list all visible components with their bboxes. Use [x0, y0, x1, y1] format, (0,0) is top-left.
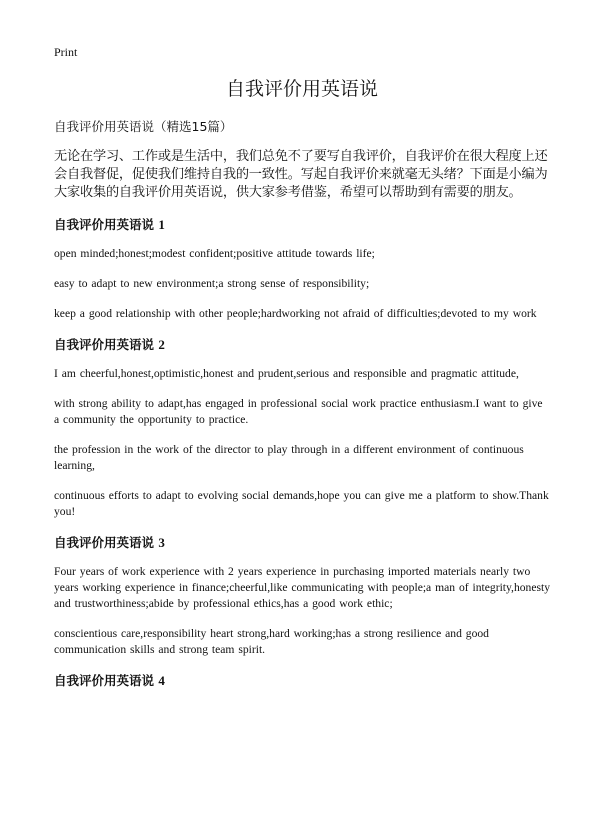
- intro-paragraph: 无论在学习、工作或是生活中，我们总免不了要写自我评价，自我评价在很大程度上还会自我督促，促使我们维持自我的一致性。写起自我评价来就毫无头绪？下面是小编为大家收集的自我评价用英语说，供大家参考借鉴，希望可以帮助到有需要的朋友。: [54, 149, 548, 200]
- section-paragraph: continuous efforts to adapt to evolving social demands,hope you can give me a platform to show.Thank you!: [54, 489, 549, 518]
- section-heading: [54, 336, 550, 354]
- section-paragraph: Four years of work experience with 2 years experience in purchasing imported materials nearly two years working experience in finance;cheerful,like communicating with people;a man of integrity,honesty and trustworthiness;abide by professional ethics,has a good work ethic;: [54, 565, 551, 610]
- print-label: Print: [54, 45, 78, 59]
- section-paragraph: keep a good relationship with other people;hardworking not afraid of difficulties;devoted to my work: [54, 307, 537, 320]
- section-paragraph: conscientious care,responsibility heart strong,hard working;has a strong resilience and good communication skills and strong team spirit.: [54, 627, 489, 656]
- section-number: 4: [158, 673, 165, 688]
- section-heading: [54, 216, 550, 234]
- section-4: [54, 672, 550, 690]
- section-heading-text: 自我评价用英语说: [54, 673, 155, 688]
- section-number: 3: [158, 535, 165, 550]
- section-heading-text: 自我评价用英语说: [54, 535, 155, 550]
- section-paragraph: open minded;honest;modest confident;positive attitude towards life;: [54, 247, 375, 260]
- section-heading-text: 自我评价用英语说: [54, 337, 155, 352]
- section-paragraph: I am cheerful,honest,optimistic,honest and prudent,serious and responsible and pragmatic attitude,: [54, 367, 519, 380]
- section-paragraph: with strong ability to adapt,has engaged in professional social work practice enthusiasm.I want to give a community the opportunity to practice.: [54, 397, 543, 426]
- section-paragraph: easy to adapt to new environment;a strong sense of responsibility;: [54, 277, 370, 290]
- section-1: [54, 216, 550, 322]
- section-2: [54, 336, 550, 520]
- document-title: 自我评价用英语说: [225, 78, 378, 100]
- section-heading: [54, 534, 550, 552]
- section-3: [54, 534, 550, 658]
- section-heading: [54, 672, 550, 690]
- section-number: 1: [158, 217, 165, 232]
- section-heading-text: 自我评价用英语说: [54, 217, 155, 232]
- section-number: 2: [158, 337, 165, 352]
- document-subtitle: 自我评价用英语说（精选15篇）: [54, 119, 233, 134]
- section-paragraph: the profession in the work of the director to play through in a different environment of continuous learning,: [54, 443, 524, 472]
